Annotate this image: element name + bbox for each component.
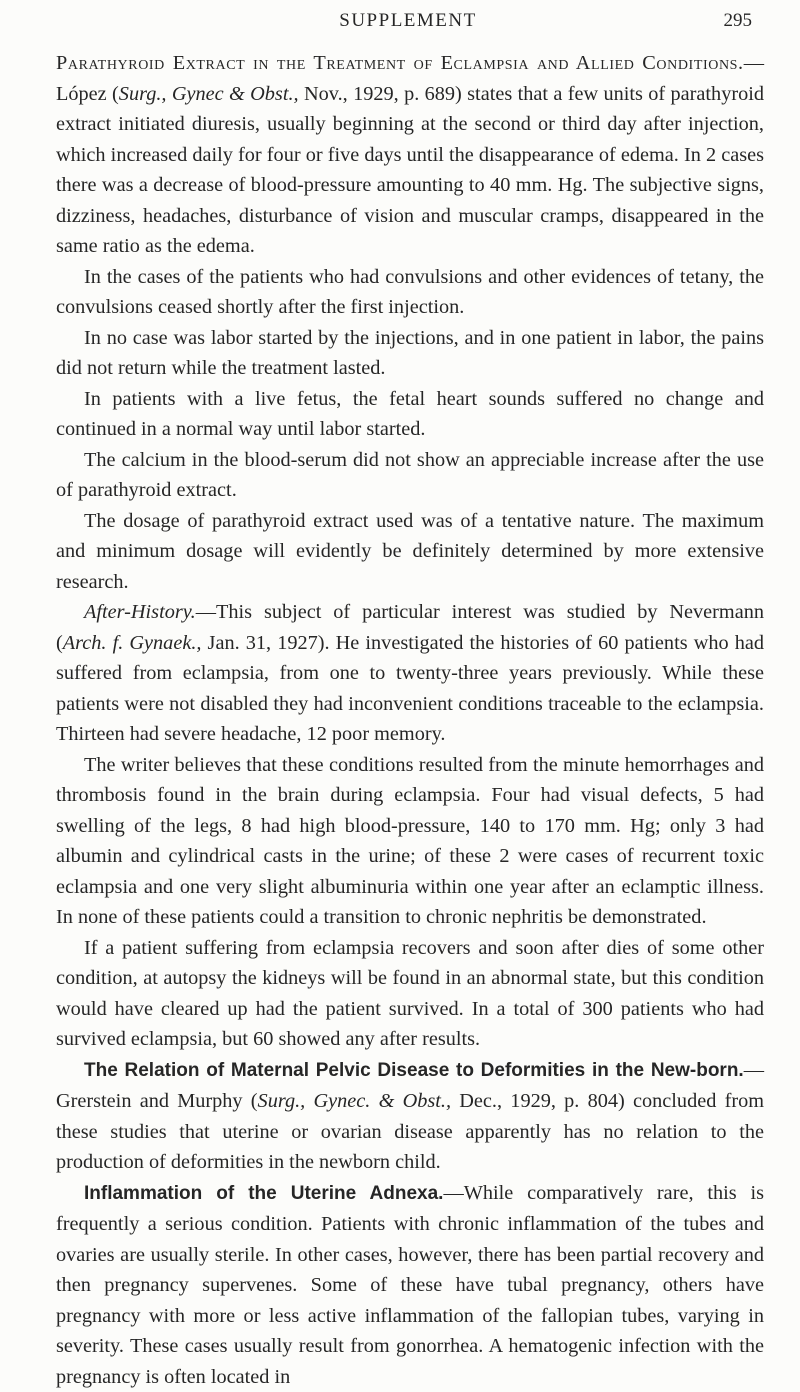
running-head [56, 6, 760, 36]
page-number: 295 [724, 10, 753, 32]
section-heading-pelvic-disease: The Relation of Maternal Pelvic Disease to Deformities in the New-born. [84, 1060, 744, 1081]
paragraph: In patients with a live fetus, the fetal heart sounds suffered no change and continued in a normal way until labor started. [56, 384, 764, 445]
pelvic-disease-citation-rest: Dec., 1929, p. 804) concluded from these studies that uterine or ovarian disease apparently has no relation to the production of deformities in the newborn child. [56, 1090, 764, 1173]
after-history-citation: Arch. f. Gynaek., [63, 632, 202, 654]
adnexa-paragraph [56, 1178, 764, 1392]
pelvic-disease-citation: Surg., Gynec. & Obst., [258, 1090, 452, 1112]
paragraph: In the cases of the patients who had convulsions and other evidences of tetany, the convulsions ceased shortly after the first injection. [56, 262, 764, 323]
parathyroid-intro: —López ( [56, 52, 764, 105]
paragraph: The dosage of parathyroid extract used was of a tentative nature. The maximum and minimum dosage will evidently be definitely determined by more extensive research. [56, 506, 764, 598]
body-text [56, 48, 764, 1392]
after-history-paragraph [56, 597, 764, 750]
after-history-citation-rest: Jan. 31, 1927). He investigated the histories of 60 patients who had suffered from eclampsia, from one to twenty-three years previously. While these patients were not disabled they had inconvenient conditions traceable to the eclampsia. Thirteen had severe headache, 12 poor memory. [56, 632, 764, 746]
section-heading-adnexa: Inflammation of the Uterine Adnexa. [84, 1183, 443, 1204]
paragraph: The calcium in the blood-serum did not show an appreciable increase after the use of parathyroid extract. [56, 445, 764, 506]
section-heading-parathyroid: Parathyroid Extract in the Treatment of Eclampsia and Allied Conditions. [56, 52, 744, 74]
pelvic-disease-intro: —Grerstein and Murphy ( [56, 1059, 764, 1113]
adnexa-text: —While comparatively rare, this is frequently a serious condition. Patients with chronic inflammation of the tubes and ovaries are usually sterile. In other cases, however, there has been partial recovery and then pregnancy supervenes. Some of these have tubal pregnancy, others have pregnancy with more or less active inflammation of the fallopian tubes, varying in severity. These cases usually result from gonorrhea. A hematogenic infection with the pregnancy is often located in [56, 1182, 764, 1388]
parathyroid-intro-paragraph [56, 48, 764, 262]
paragraph: If a patient suffering from eclampsia recovers and soon after dies of some other condition, at autopsy the kidneys will be found in an abnormal state, but this condition would have cleared up had the patient survived. In a total of 300 patients who had survived eclampsia, but 60 showed any after results. [56, 933, 764, 1055]
parathyroid-citation-rest: Nov., 1929, p. 689) states that a few units of parathyroid extract initiated diuresis, usually beginning at the second or third day after injection, which increased daily for four or five days until the disappearance of edema. In 2 cases there was a decrease of blood-pressure amounting to 40 mm. Hg. The subjective signs, dizziness, headaches, disturbance of vision and muscular cramps, disappeared in the same ratio as the edema. [56, 83, 764, 258]
parathyroid-citation: Surg., Gynec & Obst., [119, 83, 299, 105]
section-heading-after-history: After-History. [84, 601, 196, 623]
pelvic-disease-paragraph [56, 1055, 764, 1178]
paragraph: The writer believes that these conditions resulted from the minute hemorrhages and thrombosis found in the brain during eclampsia. Four had visual defects, 5 had swelling of the legs, 8 had high blood-pressure, 140 to 170 mm. Hg; only 3 had albumin and cylindrical casts in the urine; of these 2 were cases of recurrent toxic eclampsia and one very slight albuminuria within one year after an eclamptic illness. In none of these patients could a transition to chronic nephritis be demonstrated. [56, 750, 764, 933]
after-history-intro: —This subject of particular interest was studied by Nevermann ( [56, 601, 764, 654]
paragraph: In no case was labor started by the injections, and in one patient in labor, the pains did not return while the treatment lasted. [56, 323, 764, 384]
running-title: SUPPLEMENT [56, 10, 760, 32]
